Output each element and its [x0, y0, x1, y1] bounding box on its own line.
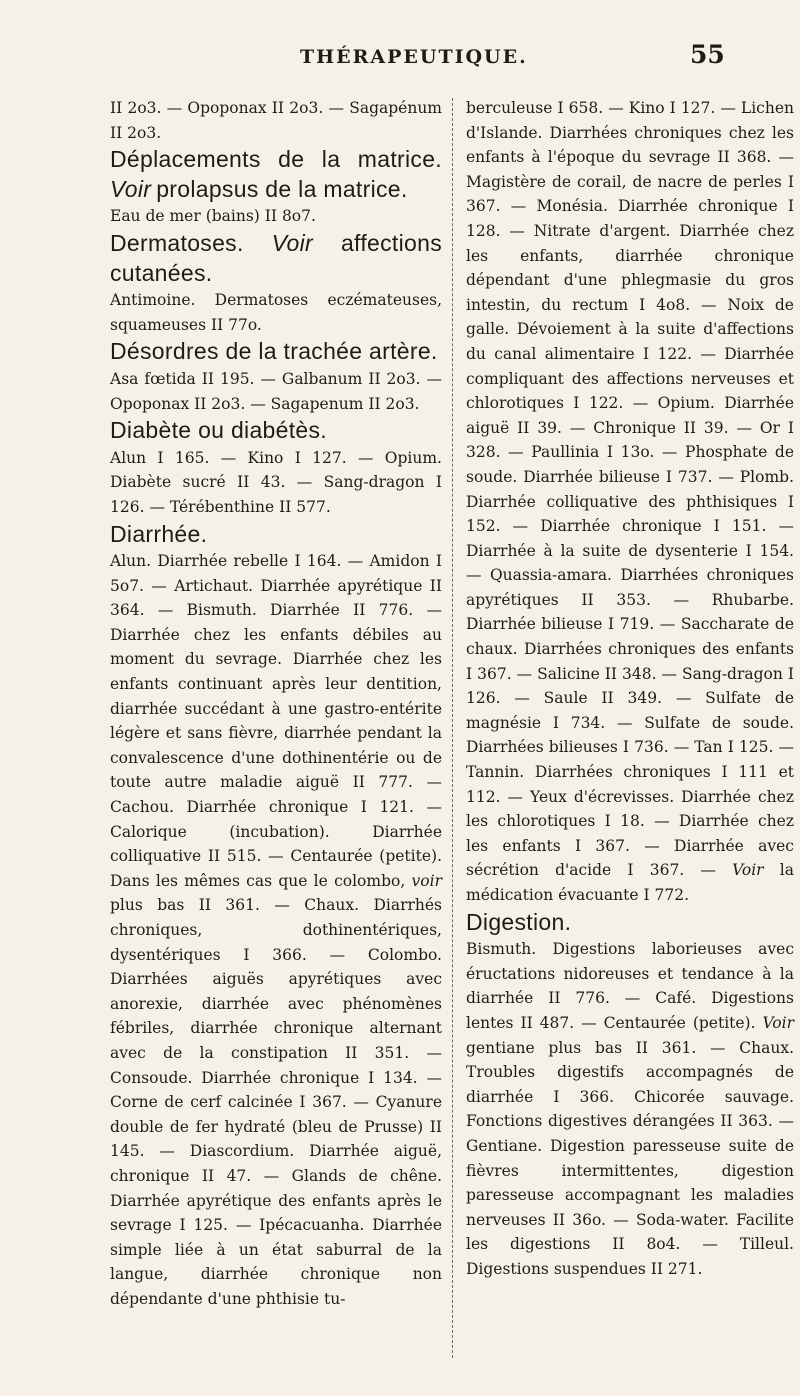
entry-body: Antimoine. Dermatoses eczémateuses, squameuses II 77o. — [110, 291, 442, 334]
entry-body — [466, 96, 794, 908]
running-head — [0, 40, 800, 80]
see-reference-target: affections cutanées. — [110, 229, 442, 286]
entry-body-text: Bismuth. Digestions laborieuses avec éructations nidoreuses et tendance à la diarrhée II 776. — Café. Digestions lentes II 487. — Centaurée (petite). — [466, 940, 794, 1032]
entry-body: Asa fœtida II 195. — Galbanum II 2o3. — Opoponax II 2o3. — Sagapenum II 2o3. — [110, 369, 442, 413]
entry-heading: Désordres de la trachée artère. — [110, 338, 438, 365]
continued-entry-text: II 2o3. — Opoponax II 2o3. — Sagapénum II 2o3. — [110, 99, 442, 142]
entry-heading: Diabète ou diabétès. — [110, 417, 327, 444]
page-number: 55 — [690, 40, 725, 69]
see-reference-word: voir — [411, 871, 442, 890]
entry-body: Alun I 165. — Kino I 127. — Opium. Diabète sucré II 43. — Sang-dragon I 126. — Térébenthine II 577. — [110, 448, 442, 516]
see-reference-word: Voir — [110, 175, 152, 202]
see-reference-word: Voir — [732, 861, 764, 880]
entry-heading: Digestion. — [466, 908, 572, 935]
entry-body — [466, 937, 794, 1281]
left-column — [110, 96, 442, 1312]
entry-heading: Dermatoses. — [110, 229, 244, 256]
column-divider — [452, 98, 453, 1358]
entry-heading: Déplacements de la matrice. — [110, 146, 442, 173]
see-reference-word: Voir — [271, 229, 313, 256]
right-column — [466, 96, 794, 1282]
entry-dermatoses — [110, 229, 442, 288]
see-reference-target: prolapsus de la matrice. — [156, 175, 408, 202]
entry-digestion — [466, 908, 794, 938]
entry-body-text: Alun. Diarrhée rebelle I 164. — Amidon I 5o7. — Artichaut. Diarrhée apyrétique II 364. — Bismuth. Diarrhée II 776. — Diarrhée chez les enfants débiles au moment du sevrage. Diarrhée chez les enfants continuant après leur dentition, diarrhée succédant à une gastro-entérite légère et sans fièvre, diarrhée pendant la convalescence d'une dothinentérie ou de toute autre maladie aiguë II 777. — Cachou. Diarrhée chronique I 121. — Calorique (incubation). Diarrhée colliquative II 515. — Centaurée (petite). Dans les mêmes cas que le colombo, — [110, 552, 442, 890]
entry-heading: Diarrhée. — [110, 520, 208, 547]
entry-deplacements — [110, 145, 442, 204]
see-reference-word: Voir — [762, 1013, 794, 1032]
entry-body-text: plus bas II 361. — Chaux. Diarrhés chroniques, dothinentériques, dysentériques I 366. — Colombo. Diarrhées aiguës apyrétiques avec anorexie, diarrhée avec phénomènes fébriles, diarrhée chronique alternant avec de la constipation II 351. — Consoude. Diarrhée chronique I 134. — Corne de cerf calcinée I 367. — Cyanure double de fer hydraté (bleu de Prusse) II 145. — Diascordium. Diarrhée aiguë, chronique II 47. — Glands de chêne. Diarrhée apyrétique des enfants après le sevrage I 125. — Ipécacuanha. Diarrhée simple liée à un état saburral de la langue, diarrhée chronique non dépendante d'une phthisie tu- — [110, 896, 442, 1308]
entry-body — [110, 549, 442, 1311]
running-title: THÉRAPEUTIQUE. — [300, 46, 528, 68]
entry-desordres — [110, 337, 442, 367]
entry-body: Eau de mer (bains) II 8o7. — [110, 207, 316, 226]
entry-body-text: berculeuse I 658. — Kino I 127. — Lichen d'Islande. Diarrhées chroniques chez les enfants à l'époque du sevrage II 368. — Magistère de corail, de nacre de perles I 367. — Monésia. Diarrhée chronique I 128. — Nitrate d'argent. Diarrhée chez les enfants, diarrhée chronique dépendant d'une phlegmasie du gros intestin, du rectum I 4o8. — Noix de galle. Dévoiement à la suite d'affections du canal alimentaire I 122. — Diarrhée compliquant des affections nerveuses et chlorotiques I 122. — Opium. Diarrhée aiguë II 39. — Chronique II 39. — Or I 328. — Paullinia I 13o. — Phosphate de soude. Diarrhée bilieuse I 737. — Plomb. Diarrhée colliquative des phthisiques I 152. — Diarrhée chronique I 151. — Diarrhée à la suite de dysenterie I 154. — Quassia-amara. Diarrhées chroniques apyrétiques II 353. — Rhubarbe. Diarrhée bilieuse I 719. — Saccharate de chaux. Diarrhées chroniques des enfants I 367. — Salicine II 348. — Sang-dragon I 126. — Saule II 349. — Sulfate de magnésie I 734. — Sulfate de soude. Diarrhées bilieuses I 736. — Tan I 125. — Tannin. Diarrhées chroniques I 111 et 112. — Yeux d'écrevisses. Diarrhée chez les chlorotiques I 18. — Diarrhée chez les enfants I 367. — Diarrhée avec sécrétion d'acide I 367. — — [466, 99, 794, 880]
entry-diarrhee — [110, 520, 442, 550]
entry-diabete — [110, 416, 442, 446]
see-reference-target: la médication évacuante I 772. — [466, 861, 794, 904]
continued-entry — [110, 96, 442, 145]
entry-body-text: gentiane plus bas II 361. — Chaux. Troubles digestifs accompagnés de diarrhée I 366. Chicorée sauvage. Fonctions digestives dérangées II 363. — Gentiane. Digestion paresseuse suite de fièvres intermittentes, digestion paresseuse accompagnant les maladies nerveuses II 36o. — Soda-water. Facilite les digestions II 8o4. — Tilleul. Digestions suspendues II 271. — [466, 1038, 794, 1278]
